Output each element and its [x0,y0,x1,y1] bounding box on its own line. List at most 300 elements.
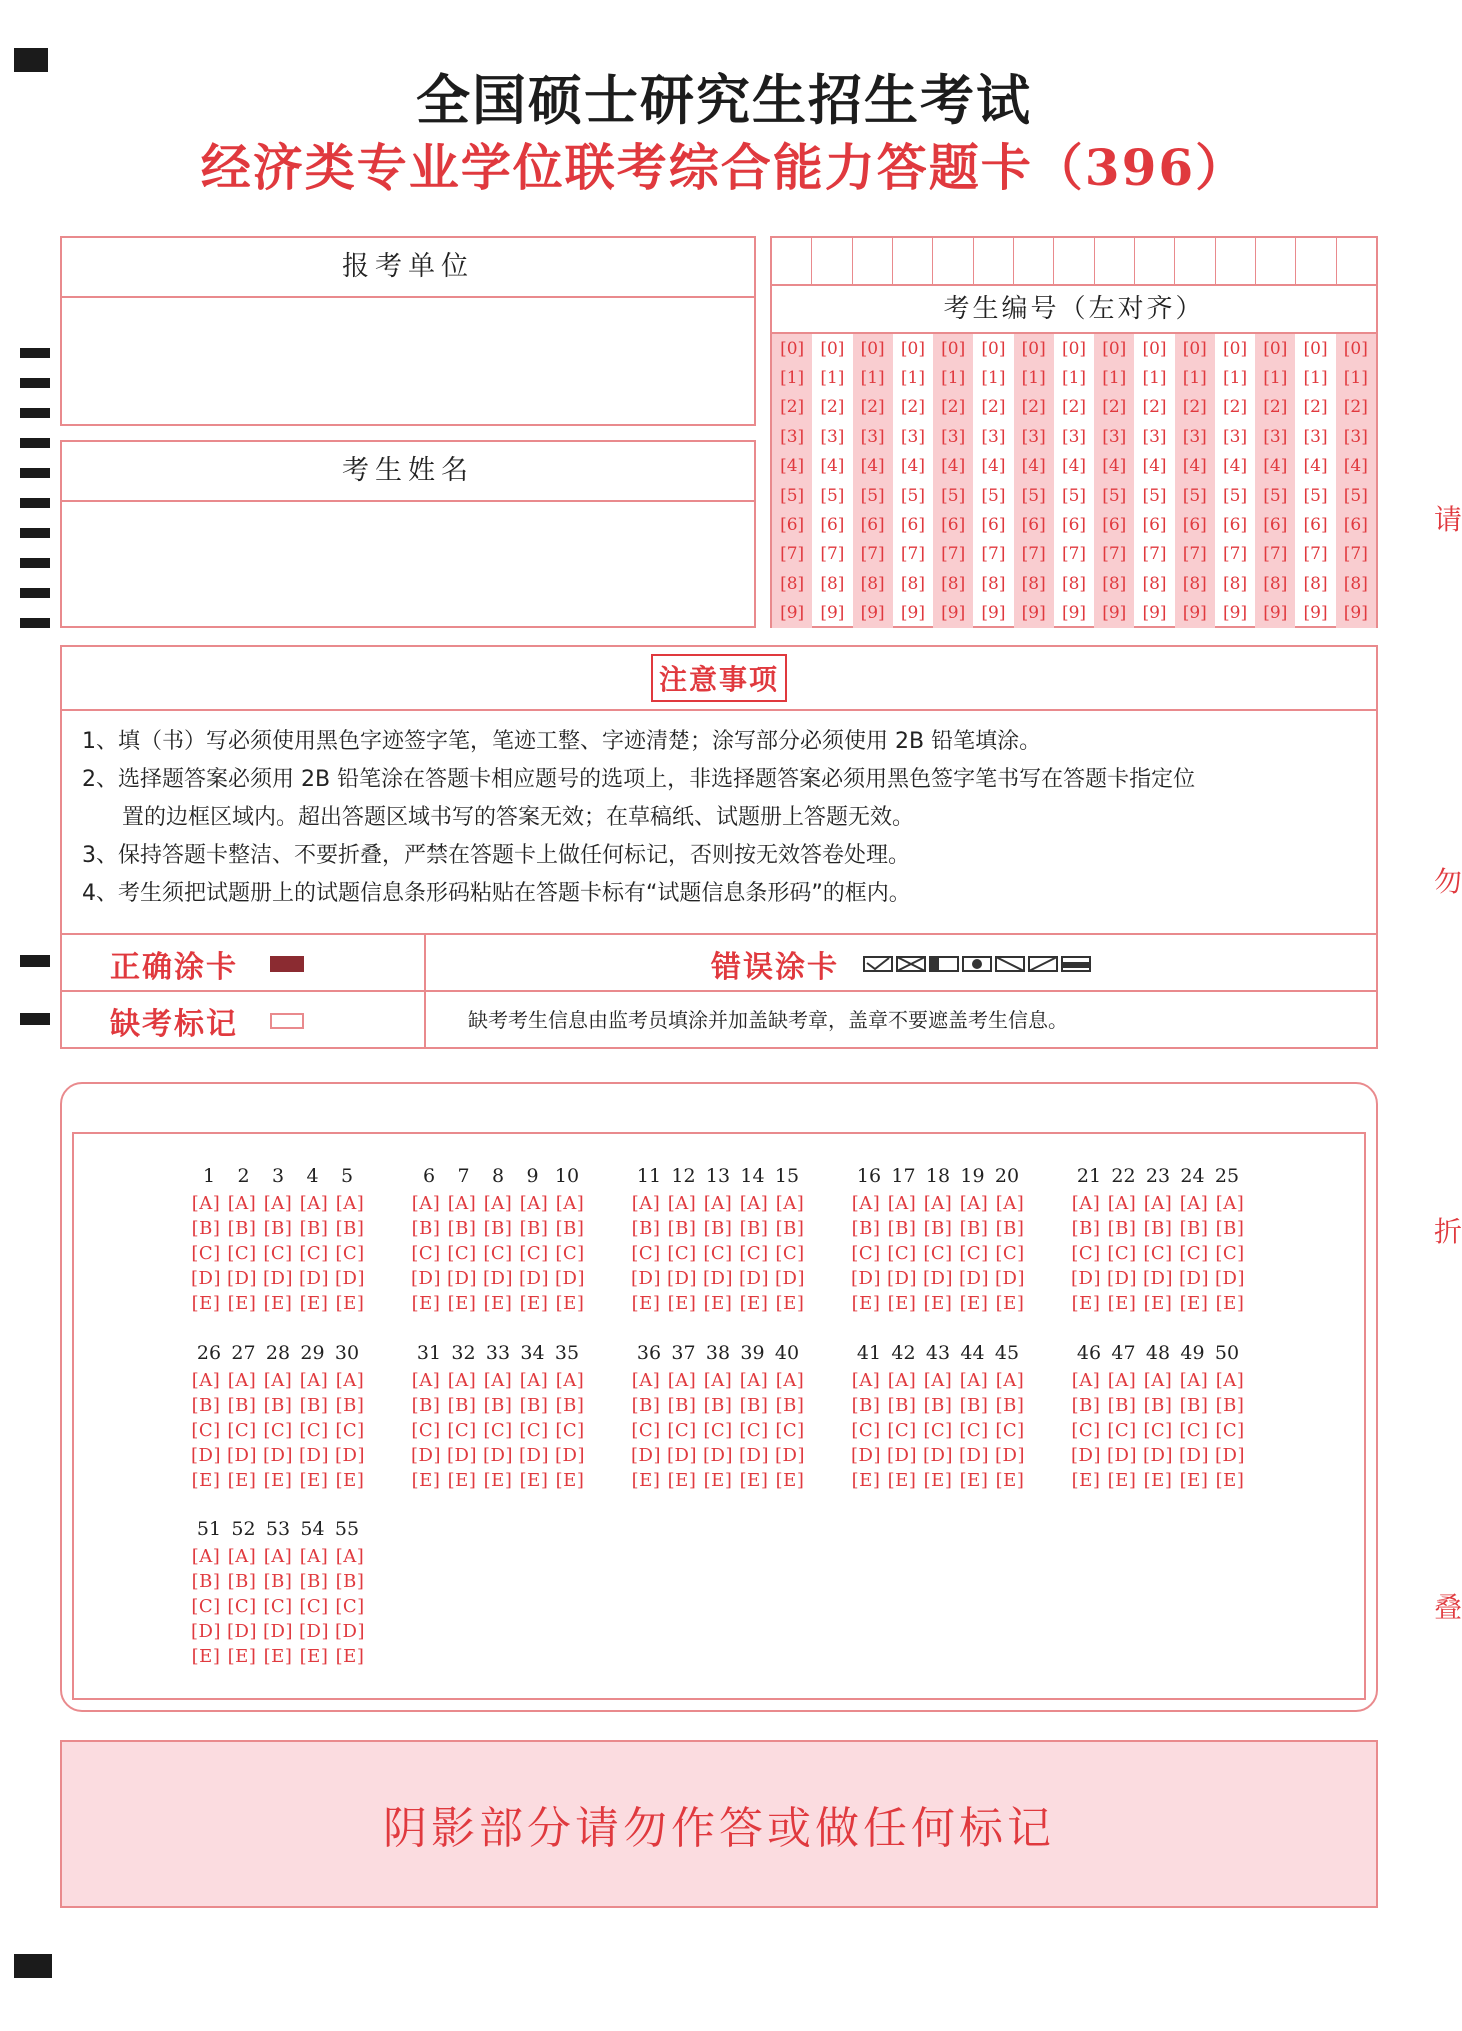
option-bubble[interactable]: [B] [995,1218,1025,1239]
id-digit-bubble[interactable]: [0] [860,338,885,359]
option-bubble[interactable]: [C] [775,1243,805,1264]
option-bubble[interactable]: [B] [483,1395,513,1416]
option-bubble[interactable]: [E] [263,1470,293,1491]
id-digit-bubble[interactable]: [0] [900,338,925,359]
option-bubble[interactable]: [C] [227,1420,257,1441]
option-bubble[interactable]: [B] [851,1218,881,1239]
option-bubble[interactable]: [A] [667,1370,697,1391]
option-bubble[interactable]: [C] [739,1243,769,1264]
unit-write-area[interactable] [62,298,754,426]
option-bubble[interactable]: [E] [447,1470,477,1491]
id-digit-bubble[interactable]: [1] [1303,368,1328,389]
option-bubble[interactable]: [A] [335,1370,365,1391]
option-bubble[interactable]: [A] [923,1193,953,1214]
option-bubble[interactable]: [D] [263,1445,293,1466]
option-bubble[interactable]: [C] [411,1420,441,1441]
id-digit-bubble[interactable]: [9] [1343,603,1368,624]
option-bubble[interactable]: [D] [1215,1445,1245,1466]
option-bubble[interactable]: [D] [1143,1445,1173,1466]
name-write-area[interactable] [62,502,754,628]
id-digit-bubble[interactable]: [5] [1061,485,1087,506]
id-digit-bubble[interactable]: [8] [1142,573,1167,594]
option-bubble[interactable]: [B] [263,1571,293,1592]
option-bubble[interactable]: [A] [335,1546,365,1567]
option-bubble[interactable]: [E] [959,1293,989,1314]
option-bubble[interactable]: [A] [447,1370,477,1391]
option-bubble[interactable]: [D] [995,1268,1025,1289]
option-bubble[interactable]: [B] [851,1395,881,1416]
id-digit-bubble[interactable]: [2] [1263,397,1288,418]
option-bubble[interactable]: [D] [995,1445,1025,1466]
option-bubble[interactable]: [E] [739,1470,769,1491]
id-digit-bubble[interactable]: [6] [1303,515,1328,536]
option-bubble[interactable]: [B] [959,1218,989,1239]
option-bubble[interactable]: [B] [483,1218,513,1239]
option-bubble[interactable]: [A] [923,1370,953,1391]
option-bubble[interactable]: [D] [923,1445,953,1466]
id-digit-bubble[interactable]: [0] [1303,338,1328,359]
id-digit-bubble[interactable]: [1] [941,368,966,389]
option-bubble[interactable]: [D] [851,1268,881,1289]
id-digit-bubble[interactable]: [4] [860,456,885,477]
id-digit-cell[interactable] [853,238,893,284]
option-bubble[interactable]: [B] [299,1571,329,1592]
id-digit-bubble[interactable]: [5] [900,485,925,506]
option-bubble[interactable]: [E] [299,1470,329,1491]
option-bubble[interactable]: [B] [191,1395,221,1416]
option-bubble[interactable]: [B] [775,1218,805,1239]
option-bubble[interactable]: [A] [483,1193,513,1214]
id-digit-bubble[interactable]: [0] [1182,338,1207,359]
option-bubble[interactable]: [B] [923,1395,953,1416]
option-bubble[interactable]: [C] [1071,1243,1101,1264]
option-bubble[interactable]: [C] [411,1243,441,1264]
id-digit-bubble[interactable]: [9] [1102,603,1127,624]
id-digit-bubble[interactable]: [3] [941,426,966,447]
id-digit-bubble[interactable]: [2] [981,397,1006,418]
id-digit-cell[interactable] [1296,238,1336,284]
option-bubble[interactable]: [A] [227,1370,257,1391]
option-bubble[interactable]: [A] [191,1546,221,1567]
option-bubble[interactable]: [A] [739,1193,769,1214]
option-bubble[interactable]: [C] [667,1420,697,1441]
option-bubble[interactable]: [B] [739,1395,769,1416]
option-bubble[interactable]: [C] [227,1596,257,1617]
id-digit-cell[interactable] [933,238,973,284]
id-digit-bubble[interactable]: [9] [981,603,1006,624]
option-bubble[interactable]: [C] [1071,1420,1101,1441]
option-bubble[interactable]: [D] [631,1445,661,1466]
id-digit-bubble[interactable]: [1] [1223,368,1248,389]
id-digit-bubble[interactable]: [8] [981,573,1006,594]
option-bubble[interactable]: [D] [1071,1268,1101,1289]
option-bubble[interactable]: [E] [519,1470,549,1491]
option-bubble[interactable]: [B] [299,1395,329,1416]
id-digit-bubble[interactable]: [1] [1263,368,1288,389]
option-bubble[interactable]: [A] [739,1370,769,1391]
id-digit-bubble[interactable]: [4] [1303,456,1328,477]
option-bubble[interactable]: [A] [227,1193,257,1214]
id-digit-bubble[interactable]: [8] [1343,573,1368,594]
id-digit-bubble[interactable]: [6] [1223,515,1248,536]
option-bubble[interactable]: [B] [411,1395,441,1416]
option-bubble[interactable]: [B] [227,1218,257,1239]
option-bubble[interactable]: [D] [959,1445,989,1466]
id-digit-bubble[interactable]: [4] [1223,456,1248,477]
option-bubble[interactable]: [E] [447,1293,477,1314]
option-bubble[interactable]: [B] [263,1395,293,1416]
option-bubble[interactable]: [D] [447,1445,477,1466]
option-bubble[interactable]: [C] [703,1243,733,1264]
id-digit-bubble[interactable]: [0] [820,338,845,359]
id-digit-bubble[interactable]: [5] [981,485,1006,506]
option-bubble[interactable]: [D] [1179,1445,1209,1466]
option-bubble[interactable]: [E] [667,1293,697,1314]
id-digit-bubble[interactable]: [5] [1102,485,1127,506]
id-digit-bubble[interactable]: [4] [1061,456,1087,477]
option-bubble[interactable]: [D] [483,1268,513,1289]
option-bubble[interactable]: [D] [191,1621,221,1642]
option-bubble[interactable]: [B] [335,1218,365,1239]
option-bubble[interactable]: [A] [703,1370,733,1391]
option-bubble[interactable]: [A] [1071,1370,1101,1391]
option-bubble[interactable]: [C] [995,1243,1025,1264]
option-bubble[interactable]: [A] [1215,1193,1245,1214]
id-digit-bubble[interactable]: [4] [1021,456,1046,477]
option-bubble[interactable]: [B] [1215,1218,1245,1239]
id-digit-bubble[interactable]: [9] [1263,603,1288,624]
id-digit-bubble[interactable]: [4] [941,456,966,477]
option-bubble[interactable]: [D] [667,1268,697,1289]
option-bubble[interactable]: [A] [703,1193,733,1214]
id-digit-bubble[interactable]: [8] [820,573,845,594]
option-bubble[interactable]: [D] [1143,1268,1173,1289]
option-bubble[interactable]: [B] [1071,1395,1101,1416]
id-digit-bubble[interactable]: [1] [981,368,1006,389]
option-bubble[interactable]: [E] [739,1293,769,1314]
id-digit-bubble[interactable]: [6] [1021,515,1046,536]
option-bubble[interactable]: [A] [483,1370,513,1391]
option-bubble[interactable]: [E] [299,1293,329,1314]
option-bubble[interactable]: [B] [631,1218,661,1239]
option-bubble[interactable]: [E] [555,1293,585,1314]
option-bubble[interactable]: [A] [191,1193,221,1214]
option-bubble[interactable]: [D] [299,1268,329,1289]
option-bubble[interactable]: [E] [703,1470,733,1491]
id-digit-bubble[interactable]: [4] [981,456,1006,477]
id-digit-bubble[interactable]: [7] [1142,544,1167,565]
option-bubble[interactable]: [C] [519,1420,549,1441]
option-bubble[interactable]: [B] [519,1395,549,1416]
id-digit-bubble[interactable]: [2] [780,397,805,418]
id-digit-bubble[interactable]: [6] [860,515,885,536]
option-bubble[interactable]: [D] [227,1621,257,1642]
option-bubble[interactable]: [D] [555,1268,585,1289]
id-digit-bubble[interactable]: [7] [1021,544,1046,565]
option-bubble[interactable]: [E] [411,1470,441,1491]
option-bubble[interactable]: [C] [447,1243,477,1264]
id-digit-bubble[interactable]: [2] [900,397,925,418]
id-digit-bubble[interactable]: [6] [941,515,966,536]
option-bubble[interactable]: [D] [739,1445,769,1466]
id-digit-bubble[interactable]: [3] [1102,426,1127,447]
id-digit-bubble[interactable]: [2] [1102,397,1127,418]
option-bubble[interactable]: [E] [887,1293,917,1314]
option-bubble[interactable]: [B] [191,1571,221,1592]
id-digit-bubble[interactable]: [7] [860,544,885,565]
id-digit-bubble[interactable]: [3] [1223,426,1248,447]
id-digit-bubble[interactable]: [5] [1021,485,1046,506]
id-digit-bubble[interactable]: [0] [1142,338,1167,359]
option-bubble[interactable]: [C] [299,1243,329,1264]
id-digit-bubble[interactable]: [4] [820,456,845,477]
id-digit-bubble[interactable]: [7] [900,544,925,565]
id-digit-bubble[interactable]: [5] [1303,485,1328,506]
id-digit-bubble[interactable]: [6] [820,515,845,536]
option-bubble[interactable]: [B] [739,1218,769,1239]
option-bubble[interactable]: [B] [299,1218,329,1239]
id-digit-bubble[interactable]: [1] [820,368,845,389]
option-bubble[interactable]: [B] [1107,1218,1137,1239]
id-digit-bubble[interactable]: [6] [1343,515,1368,536]
id-digit-bubble[interactable]: [1] [900,368,925,389]
id-digit-bubble[interactable]: [7] [941,544,966,565]
option-bubble[interactable]: [D] [191,1445,221,1466]
option-bubble[interactable]: [E] [923,1293,953,1314]
option-bubble[interactable]: [E] [227,1646,257,1667]
id-digit-bubble[interactable]: [3] [1021,426,1046,447]
id-digit-bubble[interactable]: [8] [1182,573,1207,594]
id-digit-bubble[interactable]: [1] [1021,368,1046,389]
option-bubble[interactable]: [C] [555,1420,585,1441]
option-bubble[interactable]: [E] [1179,1293,1209,1314]
option-bubble[interactable]: [D] [519,1445,549,1466]
option-bubble[interactable]: [C] [263,1596,293,1617]
option-bubble[interactable]: [C] [887,1243,917,1264]
id-digit-bubble[interactable]: [3] [1263,426,1288,447]
id-digit-bubble[interactable]: [2] [1223,397,1248,418]
option-bubble[interactable]: [C] [335,1596,365,1617]
option-bubble[interactable]: [B] [667,1218,697,1239]
option-bubble[interactable]: [D] [775,1268,805,1289]
option-bubble[interactable]: [E] [1107,1470,1137,1491]
option-bubble[interactable]: [B] [227,1571,257,1592]
option-bubble[interactable]: [B] [703,1395,733,1416]
option-bubble[interactable]: [C] [851,1420,881,1441]
id-digit-bubble[interactable]: [9] [1303,603,1328,624]
option-bubble[interactable]: [C] [923,1243,953,1264]
id-digit-bubble[interactable]: [5] [1182,485,1207,506]
id-digit-bubble[interactable]: [6] [1061,515,1087,536]
id-digit-bubble[interactable]: [1] [780,368,805,389]
id-digit-bubble[interactable]: [7] [1102,544,1127,565]
option-bubble[interactable]: [B] [555,1395,585,1416]
option-bubble[interactable]: [C] [887,1420,917,1441]
id-digit-bubble[interactable]: [0] [981,338,1006,359]
option-bubble[interactable]: [C] [519,1243,549,1264]
option-bubble[interactable]: [A] [299,1546,329,1567]
option-bubble[interactable]: [E] [631,1293,661,1314]
option-bubble[interactable]: [C] [923,1420,953,1441]
option-bubble[interactable]: [D] [447,1268,477,1289]
option-bubble[interactable]: [D] [299,1445,329,1466]
id-digit-bubble[interactable]: [6] [981,515,1006,536]
id-digit-bubble[interactable]: [2] [1021,397,1046,418]
option-bubble[interactable]: [D] [263,1268,293,1289]
id-digit-bubble[interactable]: [1] [860,368,885,389]
option-bubble[interactable]: [E] [1215,1293,1245,1314]
option-bubble[interactable]: [A] [335,1193,365,1214]
option-bubble[interactable]: [D] [631,1268,661,1289]
option-bubble[interactable]: [E] [191,1470,221,1491]
id-digit-bubble[interactable]: [8] [941,573,966,594]
option-bubble[interactable]: [C] [631,1420,661,1441]
option-bubble[interactable]: [B] [1143,1218,1173,1239]
option-bubble[interactable]: [E] [1071,1293,1101,1314]
option-bubble[interactable]: [B] [703,1218,733,1239]
option-bubble[interactable]: [C] [1107,1243,1137,1264]
option-bubble[interactable]: [C] [1107,1420,1137,1441]
option-bubble[interactable]: [C] [739,1420,769,1441]
id-digit-bubble[interactable]: [0] [1263,338,1288,359]
option-bubble[interactable]: [A] [1215,1370,1245,1391]
id-digit-bubble[interactable]: [4] [1343,456,1368,477]
id-digit-bubble[interactable]: [5] [860,485,885,506]
option-bubble[interactable]: [D] [519,1268,549,1289]
option-bubble[interactable]: [D] [411,1445,441,1466]
option-bubble[interactable]: [E] [851,1470,881,1491]
id-digit-bubble[interactable]: [6] [780,515,805,536]
option-bubble[interactable]: [B] [447,1395,477,1416]
option-bubble[interactable]: [B] [923,1218,953,1239]
option-bubble[interactable]: [A] [299,1370,329,1391]
option-bubble[interactable]: [D] [775,1445,805,1466]
id-digit-bubble[interactable]: [9] [1182,603,1207,624]
id-digit-bubble[interactable]: [5] [1343,485,1368,506]
id-digit-bubble[interactable]: [8] [1223,573,1248,594]
option-bubble[interactable]: [D] [923,1268,953,1289]
option-bubble[interactable]: [A] [959,1370,989,1391]
id-digit-bubble[interactable]: [5] [941,485,966,506]
id-digit-bubble[interactable]: [0] [1102,338,1127,359]
id-digit-bubble[interactable]: [0] [780,338,805,359]
option-bubble[interactable]: [D] [555,1445,585,1466]
option-bubble[interactable]: [B] [631,1395,661,1416]
option-bubble[interactable]: [E] [191,1646,221,1667]
option-bubble[interactable]: [C] [775,1420,805,1441]
option-bubble[interactable]: [E] [335,1646,365,1667]
option-bubble[interactable]: [B] [263,1218,293,1239]
option-bubble[interactable]: [B] [887,1395,917,1416]
option-bubble[interactable]: [E] [1179,1470,1209,1491]
option-bubble[interactable]: [A] [191,1370,221,1391]
option-bubble[interactable]: [A] [519,1193,549,1214]
option-bubble[interactable]: [E] [775,1470,805,1491]
option-bubble[interactable]: [A] [959,1193,989,1214]
id-digit-bubble[interactable]: [7] [1303,544,1328,565]
id-digit-bubble[interactable]: [5] [780,485,805,506]
id-digit-cell[interactable] [812,238,852,284]
option-bubble[interactable]: [B] [411,1218,441,1239]
id-digit-bubble[interactable]: [1] [1142,368,1167,389]
absent-mark-box[interactable] [270,1013,304,1029]
option-bubble[interactable]: [C] [703,1420,733,1441]
id-digit-bubble[interactable]: [8] [860,573,885,594]
option-bubble[interactable]: [C] [1215,1243,1245,1264]
option-bubble[interactable]: [C] [959,1243,989,1264]
id-digit-bubble[interactable]: [1] [1343,368,1368,389]
option-bubble[interactable]: [A] [887,1370,917,1391]
id-digit-bubble[interactable]: [9] [941,603,966,624]
option-bubble[interactable]: [D] [299,1621,329,1642]
option-bubble[interactable]: [A] [851,1193,881,1214]
id-digit-cell[interactable] [1216,238,1256,284]
id-digit-bubble[interactable]: [5] [1263,485,1288,506]
option-bubble[interactable]: [C] [1143,1243,1173,1264]
option-bubble[interactable]: [A] [1179,1370,1209,1391]
option-bubble[interactable]: [E] [923,1470,953,1491]
option-bubble[interactable]: [E] [227,1293,257,1314]
option-bubble[interactable]: [E] [263,1293,293,1314]
option-bubble[interactable]: [D] [959,1268,989,1289]
id-digit-cell[interactable] [1014,238,1054,284]
id-digit-bubble[interactable]: [1] [1102,368,1127,389]
option-bubble[interactable]: [A] [519,1370,549,1391]
option-bubble[interactable]: [C] [483,1420,513,1441]
id-digit-bubble[interactable]: [0] [1061,338,1087,359]
id-digit-bubble[interactable]: [5] [1223,485,1248,506]
id-digit-bubble[interactable]: [3] [1303,426,1328,447]
id-digit-cell[interactable] [1175,238,1215,284]
option-bubble[interactable]: [B] [995,1395,1025,1416]
option-bubble[interactable]: [A] [1143,1193,1173,1214]
option-bubble[interactable]: [D] [703,1268,733,1289]
id-digit-bubble[interactable]: [4] [780,456,805,477]
option-bubble[interactable]: [B] [667,1395,697,1416]
option-bubble[interactable]: [D] [887,1268,917,1289]
option-bubble[interactable]: [E] [775,1293,805,1314]
id-digit-bubble[interactable]: [3] [1142,426,1167,447]
id-digit-bubble[interactable]: [2] [941,397,966,418]
option-bubble[interactable]: [C] [191,1420,221,1441]
id-digit-bubble[interactable]: [8] [1061,573,1087,594]
option-bubble[interactable]: [C] [263,1420,293,1441]
id-digit-bubble[interactable]: [4] [900,456,925,477]
option-bubble[interactable]: [C] [299,1596,329,1617]
id-digit-bubble[interactable]: [3] [1182,426,1207,447]
id-digit-bubble[interactable]: [2] [1343,397,1368,418]
option-bubble[interactable]: [D] [1215,1268,1245,1289]
option-bubble[interactable]: [E] [1215,1470,1245,1491]
option-bubble[interactable]: [A] [887,1193,917,1214]
option-bubble[interactable]: [B] [1107,1395,1137,1416]
option-bubble[interactable]: [C] [1179,1243,1209,1264]
option-bubble[interactable]: [A] [411,1193,441,1214]
option-bubble[interactable]: [A] [447,1193,477,1214]
id-digit-bubble[interactable]: [6] [1102,515,1127,536]
option-bubble[interactable]: [A] [1143,1370,1173,1391]
option-bubble[interactable]: [E] [411,1293,441,1314]
option-bubble[interactable]: [A] [631,1193,661,1214]
option-bubble[interactable]: [D] [1107,1445,1137,1466]
id-digit-bubble[interactable]: [7] [820,544,845,565]
id-digit-bubble[interactable]: [9] [1021,603,1046,624]
id-digit-bubble[interactable]: [8] [1303,573,1328,594]
id-digit-bubble[interactable]: [2] [860,397,885,418]
option-bubble[interactable]: [B] [1215,1395,1245,1416]
id-digit-bubble[interactable]: [8] [780,573,805,594]
id-digit-bubble[interactable]: [2] [1182,397,1207,418]
